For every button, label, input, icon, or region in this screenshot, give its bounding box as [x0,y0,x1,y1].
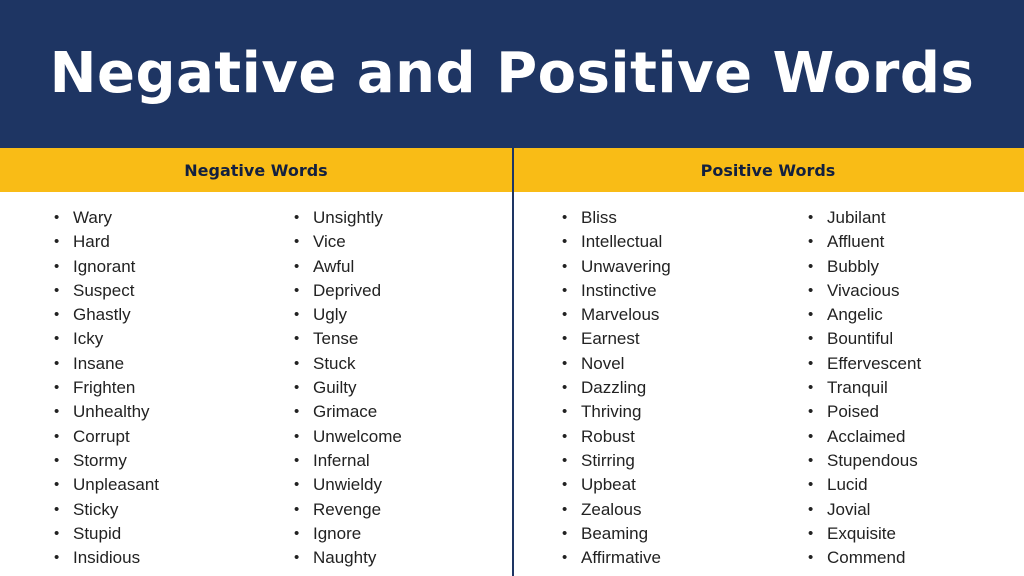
positive-word: Earnest [581,329,640,349]
list-item [288,303,512,327]
bullet-icon: • [294,209,300,226]
bullet-icon: • [294,330,300,348]
list-item [556,473,768,497]
bullet-icon: • [294,476,300,494]
positive-word: Commend [827,548,906,568]
list-item [288,279,512,303]
bullet-icon: • [294,306,300,324]
negative-word: Guilty [313,378,357,398]
bullet-icon: • [562,209,568,226]
negative-word: Stupid [73,523,122,543]
list-item [802,473,1024,497]
page-title: Negative and Positive Words [49,41,975,107]
bullet-icon: • [54,500,60,518]
list-item [802,327,1024,351]
bullet-icon: • [294,257,300,275]
bullet-icon: • [294,451,300,469]
list-item [556,279,768,303]
positive-words-section [512,192,1024,576]
negative-word: Unhealthy [73,402,150,422]
list-item [802,279,1024,303]
title-banner [0,0,1024,148]
negative-word: Ugly [313,305,348,325]
positive-word: Effervescent [827,353,922,373]
negative-word: Grimace [313,402,378,422]
positive-word: Affluent [827,232,885,252]
negative-word: Insane [73,353,125,373]
list-item [802,546,1024,570]
negative-word: Awful [313,256,355,276]
bullet-icon: • [54,403,60,421]
positive-word: Acclaimed [827,426,906,446]
bullet-icon: • [294,354,300,372]
negative-word: Naughty [313,548,377,568]
list-item [288,206,512,230]
negative-word: Ignore [313,523,362,543]
bullet-icon: • [562,451,568,469]
bullet-icon: • [54,233,60,251]
list-item [556,255,768,279]
list-item [802,230,1024,254]
bullet-icon: • [808,451,814,469]
list-item [48,473,256,497]
bullet-icon: • [562,306,568,324]
list-item [288,352,512,376]
list-item [288,425,512,449]
list-item [556,352,768,376]
bullet-icon: • [808,209,814,226]
positive-word: Tranquil [827,378,888,398]
positive-words-column-1 [512,192,768,576]
positive-word: Marvelous [581,305,660,325]
bullet-icon: • [54,476,60,494]
list-item [288,255,512,279]
negative-word: Vice [313,232,346,252]
list-item [48,400,256,424]
positive-word: Affirmative [581,548,661,568]
list-item [556,546,768,570]
positive-word: Poised [827,402,879,422]
bullet-icon: • [562,403,568,421]
bullet-icon: • [808,549,814,567]
bullet-icon: • [294,500,300,518]
list-item [48,376,256,400]
negative-word: Stormy [73,450,127,470]
positive-word: Bountiful [827,329,894,349]
negative-word: Wary [73,208,113,227]
bullet-icon: • [54,524,60,542]
bullet-icon: • [54,257,60,275]
bullet-icon: • [294,427,300,445]
positive-word: Jubilant [827,208,886,227]
list-item [288,498,512,522]
positive-word: Novel [581,353,625,373]
list-item [48,303,256,327]
bullet-icon: • [808,330,814,348]
negative-words-section [0,192,512,576]
bullet-icon: • [294,379,300,397]
positive-word: Bubbly [827,256,879,276]
positive-word: Zealous [581,499,642,519]
positive-word: Exquisite [827,523,896,543]
positive-word: Intellectual [581,232,663,252]
positive-word: Unwavering [581,256,671,276]
negative-words-column-2 [256,192,512,576]
list-item [802,303,1024,327]
positive-word: Jovial [827,499,871,519]
negative-word: Insidious [73,548,141,568]
bullet-icon: • [54,549,60,567]
bullet-icon: • [808,306,814,324]
negative-word: Corrupt [73,426,130,446]
list-item [556,400,768,424]
bullet-icon: • [294,281,300,299]
positive-word: Lucid [827,475,868,495]
negative-word: Icky [73,329,104,349]
negative-word: Sticky [73,499,119,519]
list-item [556,449,768,473]
list-item [556,376,768,400]
list-item [288,449,512,473]
bullet-icon: • [562,549,568,567]
list-item [48,425,256,449]
list-item [288,400,512,424]
list-item [802,352,1024,376]
bullet-icon: • [808,524,814,542]
positive-word: Bliss [581,208,617,227]
list-item [802,400,1024,424]
negative-word: Unsightly [313,208,383,227]
bullet-icon: • [54,209,60,226]
positive-word: Vivacious [827,280,900,300]
positive-word: Stirring [581,450,635,470]
list-item [802,522,1024,546]
list-item [48,279,256,303]
bullet-icon: • [54,354,60,372]
positive-word: Instinctive [581,280,657,300]
bullet-icon: • [54,330,60,348]
bullet-icon: • [562,281,568,299]
list-item [288,376,512,400]
negative-word: Unpleasant [73,475,160,495]
bullet-icon: • [562,354,568,372]
negative-word: Suspect [73,280,135,300]
bullet-icon: • [562,427,568,445]
list-item [556,498,768,522]
negative-word: Stuck [313,353,356,373]
negative-word: Hard [73,232,110,252]
bullet-icon: • [562,330,568,348]
list-item [556,230,768,254]
list-item [288,327,512,351]
bullet-icon: • [562,476,568,494]
bullet-icon: • [54,379,60,397]
list-item [288,473,512,497]
negative-word: Unwieldy [313,475,382,495]
bullet-icon: • [562,524,568,542]
bullet-icon: • [54,281,60,299]
list-item [556,206,768,230]
negative-word: Ghastly [73,305,131,325]
bullet-icon: • [562,500,568,518]
list-item [48,498,256,522]
list-item [802,376,1024,400]
negative-word: Infernal [313,450,370,470]
bullet-icon: • [294,233,300,251]
negative-word: Deprived [313,280,382,300]
bullet-icon: • [54,451,60,469]
positive-words-column-2 [768,192,1024,576]
list-item [288,230,512,254]
list-item [288,546,512,570]
list-item [48,230,256,254]
list-item [288,522,512,546]
bullet-icon: • [808,403,814,421]
list-item [802,498,1024,522]
list-item [802,206,1024,230]
list-item [556,327,768,351]
negative-word: Unwelcome [313,426,402,446]
bullet-icon: • [294,524,300,542]
list-item [556,303,768,327]
bullet-icon: • [808,379,814,397]
list-item [48,546,256,570]
positive-word: Thriving [581,402,642,422]
list-item [48,206,256,230]
list-item [802,449,1024,473]
list-item [48,255,256,279]
bullet-icon: • [54,306,60,324]
list-item [48,327,256,351]
bullet-icon: • [808,354,814,372]
negative-word: Frighten [73,378,136,398]
word-columns [0,192,1024,576]
list-item [556,425,768,449]
negative-word: Ignorant [73,256,136,276]
header-positive-words: Positive Words [700,160,836,180]
bullet-icon: • [808,233,814,251]
list-item [556,522,768,546]
bullet-icon: • [808,476,814,494]
bullet-icon: • [808,500,814,518]
list-item [48,352,256,376]
negative-word: Tense [313,329,359,349]
positive-word: Dazzling [581,378,647,398]
bullet-icon: • [808,257,814,275]
bullet-icon: • [808,427,814,445]
bullet-icon: • [54,427,60,445]
bullet-icon: • [294,549,300,567]
positive-word: Robust [581,426,635,446]
positive-word: Upbeat [581,475,636,495]
list-item [48,449,256,473]
list-item [802,255,1024,279]
list-item [48,522,256,546]
positive-word: Angelic [827,305,883,325]
bullet-icon: • [808,281,814,299]
bullet-icon: • [562,257,568,275]
positive-word: Stupendous [827,450,918,470]
positive-word: Beaming [581,523,649,543]
bullet-icon: • [294,403,300,421]
bullet-icon: • [562,379,568,397]
negative-words-column-1 [0,192,256,576]
negative-word: Revenge [313,499,382,519]
bullet-icon: • [562,233,568,251]
header-negative-words: Negative Words [184,160,328,180]
list-item [802,425,1024,449]
